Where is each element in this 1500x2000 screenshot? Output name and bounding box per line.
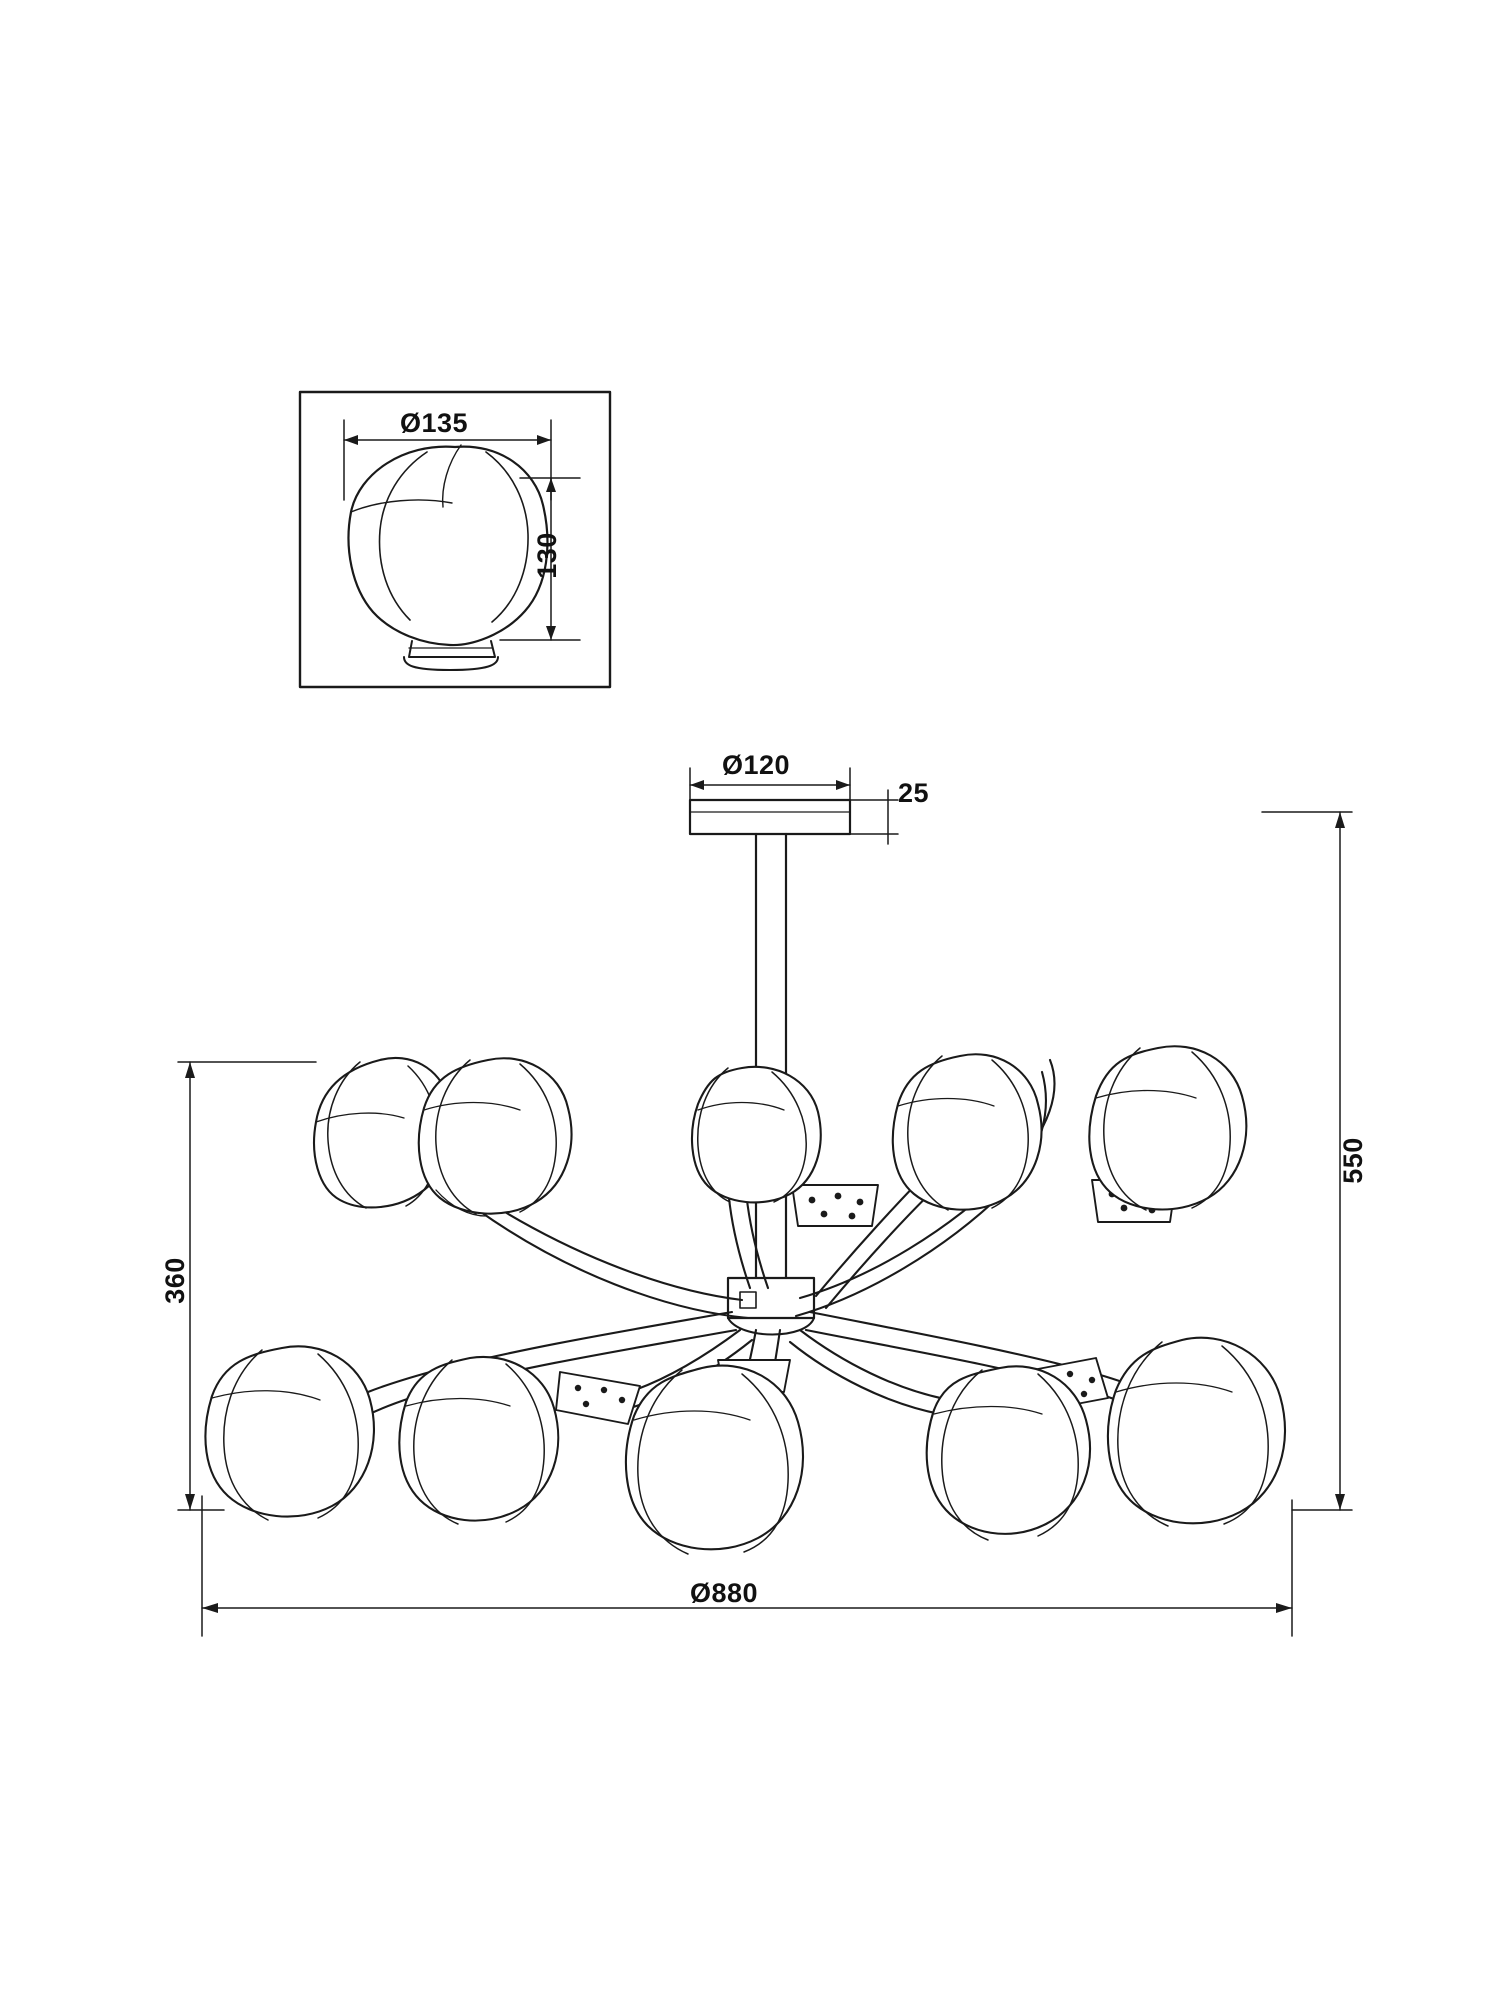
total-height-label: 550 <box>1337 1137 1368 1184</box>
shade-upper-right <box>1089 1046 1246 1210</box>
fixture-diameter-label: Ø880 <box>690 1578 759 1608</box>
fixture-height-label: 360 <box>159 1257 190 1304</box>
shade-diameter-label: Ø135 <box>400 408 469 438</box>
shade-height-label: 130 <box>531 532 562 579</box>
shade-lower-left-inner <box>399 1357 558 1524</box>
shade-upper-middle-right <box>893 1054 1042 1210</box>
shade-upper-left-inner <box>419 1058 572 1216</box>
socket-cups <box>556 1180 1176 1424</box>
canopy-thickness-dimension <box>850 790 898 844</box>
shade-lower-right <box>1108 1338 1285 1526</box>
shade-lower-left <box>205 1346 374 1520</box>
shade-lower-center <box>626 1366 803 1554</box>
shade-lower-right-inner <box>927 1366 1090 1540</box>
shade-upper-middle-left <box>692 1067 821 1203</box>
canopy-thickness-label: 25 <box>898 778 930 808</box>
canopy-diameter-label: Ø120 <box>722 750 791 780</box>
